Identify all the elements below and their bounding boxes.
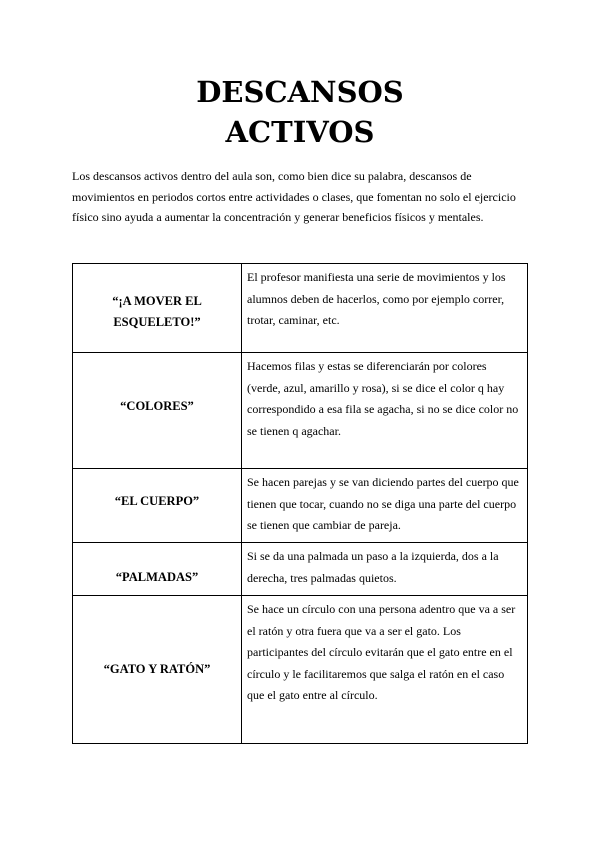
table-row (73, 469, 528, 543)
activity-name-cell (73, 596, 242, 744)
activity-name-cell (73, 353, 242, 469)
title-line-2: ACTIVOS (225, 115, 375, 149)
activity-name-cell (73, 543, 242, 596)
document-title (0, 72, 600, 152)
table-row (73, 596, 528, 744)
activity-name: “PALMADAS” (115, 570, 199, 585)
table-row (73, 353, 528, 469)
activity-name-cell (73, 264, 242, 353)
table-row (73, 543, 528, 596)
activities-table (72, 263, 528, 744)
activity-name: “GATO Y RATÓN” (103, 661, 211, 676)
intro-paragraph: Los descansos activos dentro del aula son, como bien dice su palabra, descansos de movimientos en periodos cortos entre actividades o clases, que fomentan no solo el ejercicio físico sino ayuda a aumentar la concentración y generar beneficios físicos y mentales. (72, 169, 516, 224)
activity-name: “¡A MOVER EL ESQUELETO!” (112, 293, 202, 329)
activity-description: Se hace un círculo con una persona adentro que va a ser el ratón y otra fuera que va a ser el gato. Los participantes del círculo evitarán que el gato entre en el círculo y le facilitaremos que salga el ratón en el caso que el gato entre al círculo. (242, 596, 528, 744)
activity-name: “EL CUERPO” (114, 493, 200, 508)
table-row (73, 264, 528, 353)
activity-description: El profesor manifiesta una serie de movimientos y los alumnos deben de hacerlos, como por ejemplo correr, trotar, caminar, etc. (242, 264, 528, 353)
activity-name: “COLORES” (120, 398, 194, 413)
activity-description: Si se da una palmada un paso a la izquierda, dos a la derecha, tres palmadas quietos. (242, 543, 528, 596)
activity-name-cell (73, 469, 242, 543)
activity-description: Hacemos filas y estas se diferenciarán por colores (verde, azul, amarillo y rosa), si se dice el color q hay correspondido a esa fila se agacha, si no se dice color no se tienen q agachar. (242, 353, 528, 469)
activity-description: Se hacen parejas y se van diciendo partes del cuerpo que tienen que tocar, cuando no se diga una parte del cuerpo se tienen que cambiar de pareja. (242, 469, 528, 543)
title-line-1: DESCANSOS (196, 75, 404, 109)
